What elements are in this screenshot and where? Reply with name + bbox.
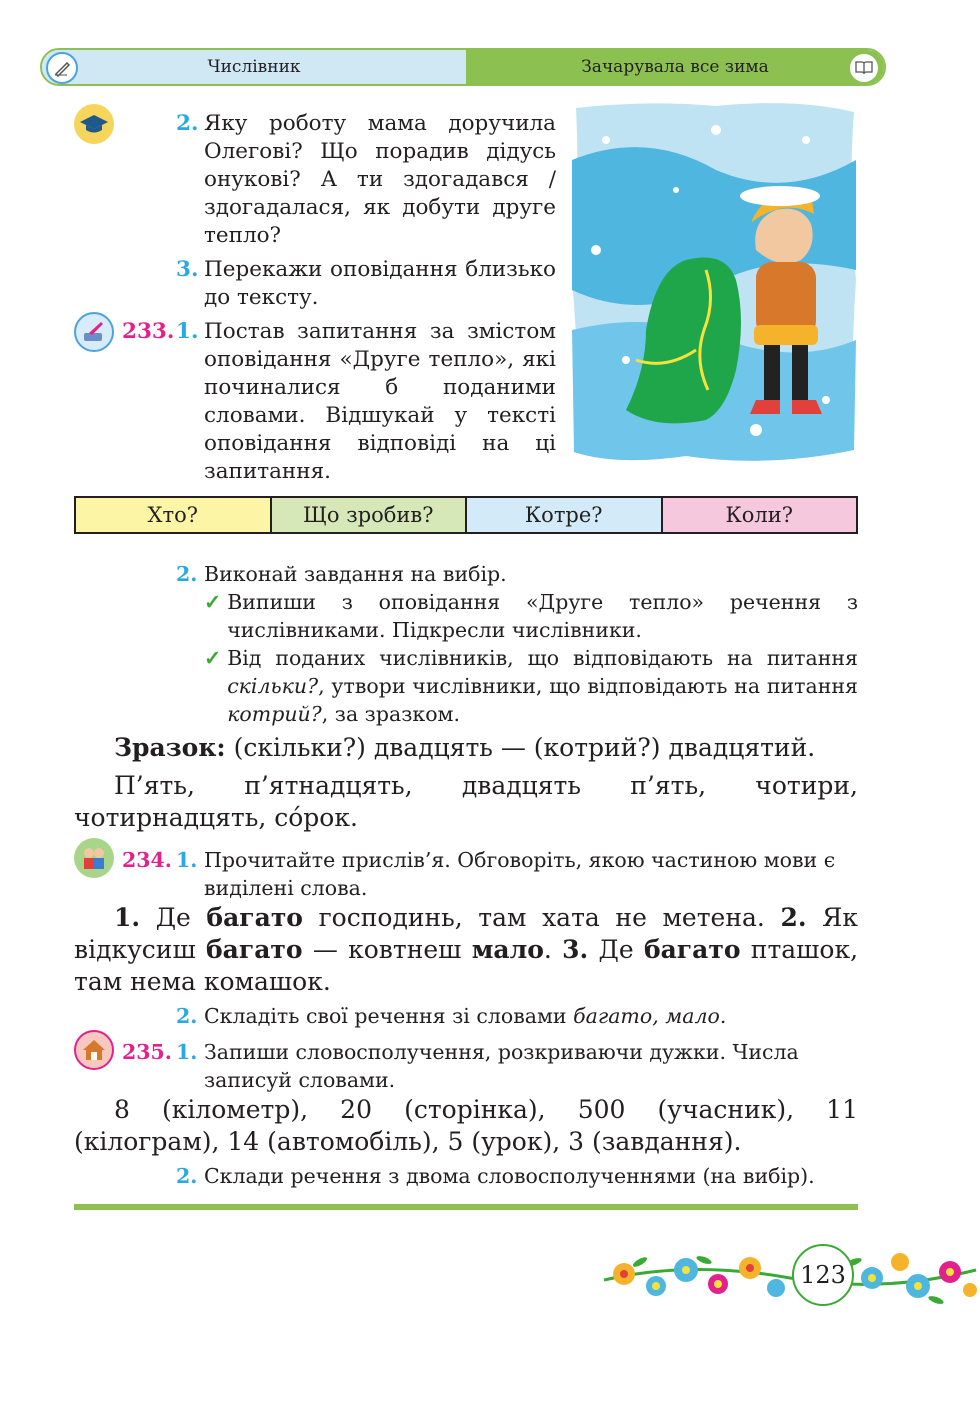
bottom-rule bbox=[74, 1204, 858, 1210]
graduation-cap-icon bbox=[74, 104, 114, 144]
exercise-234-task-2: 2. Складіть свої речення зі словами багато, мало. bbox=[176, 1004, 727, 1028]
numeral-list: П’ять, п’ятнадцять, двадцять п’ять, чотири, чотирнадцять, со́рок. bbox=[74, 771, 858, 832]
winter-boy-illustration bbox=[566, 100, 858, 466]
question-3: 3. Перекажи оповідання близько до тексту. bbox=[176, 257, 556, 310]
table-cell: Коли? bbox=[662, 497, 858, 533]
home-icon bbox=[74, 1030, 114, 1070]
writing-hand-icon bbox=[74, 312, 114, 352]
running-header bbox=[40, 48, 886, 86]
exercise-233-task-1: 233. 1. Постав запитання за змістом оповідання «Друге тепло», які починалися б поданими словами. Відшукай у тексті оповідання відповіді на ці запитання. bbox=[122, 319, 556, 484]
checkmark-icon: ✓ bbox=[204, 646, 222, 670]
section-title: Зачарувала все зима bbox=[581, 57, 769, 77]
exercise-235-task-2: 2. Склади речення з двома словосполученнями (на вибір). bbox=[176, 1164, 815, 1188]
children-icon bbox=[74, 838, 114, 878]
pen-icon bbox=[46, 52, 78, 84]
option-1: ✓ Випиши з оповідання «Друге тепло» речення з числівниками. Підкресли числівники. bbox=[204, 590, 858, 642]
proverbs: 1. Де багато господинь, там хата не метена. 2. Як відкусиш багато — ковтнеш мало. 3. Де багато пташок, там нема комашок. bbox=[74, 903, 859, 996]
table-cell: Котре? bbox=[466, 497, 662, 533]
exercise-235-task-1: 235. 1. Запиши словосполучення, розкриваючи дужки. Числа записуй словами. bbox=[122, 1040, 799, 1092]
table-cell: Що зробив? bbox=[271, 497, 467, 533]
question-2: 2. Яку роботу мама доручила Олегові? Що порадив дідусь онукові? А ти здогадався / здогадалася, як добути друге тепло? bbox=[176, 111, 556, 248]
word-combinations: 8 (кілометр), 20 (сторінка), 500 (учасник), 11 (кілограм), 14 (автомобіль), 5 (урок), 3 (завдання). bbox=[74, 1095, 858, 1156]
page-number: 123 bbox=[792, 1244, 854, 1306]
flower-garland bbox=[600, 1240, 978, 1312]
header-left bbox=[42, 50, 466, 84]
header-right bbox=[466, 50, 884, 84]
sample-line: Зразок: (скільки?) двадцять — (котрий?) двадцятий. bbox=[114, 733, 816, 762]
table-cell: Хто? bbox=[75, 497, 271, 533]
book-icon bbox=[848, 52, 880, 84]
exercise-233-task-2: 2. Виконай завдання на вибір. ✓ Випиши з оповідання «Друге тепло» речення з числівниками. Підкресли числівники. ✓ Від поданих числівників, що відповідають на питання скільки?, утвори числівники, що відповідають на питання котрий?, за зразком. bbox=[176, 562, 858, 726]
chapter-title: Числівник bbox=[207, 57, 301, 77]
question-words-table bbox=[74, 496, 858, 534]
checkmark-icon: ✓ bbox=[204, 590, 222, 614]
exercise-234-task-1: 234. 1. Прочитайте прислів’я. Обговоріть, якою частиною мови є виділені слова. bbox=[122, 848, 836, 900]
option-2: ✓ Від поданих числівників, що відповідають на питання скільки?, утвори числівники, що відповідають на питання котрий?, за зразком. bbox=[204, 646, 858, 726]
